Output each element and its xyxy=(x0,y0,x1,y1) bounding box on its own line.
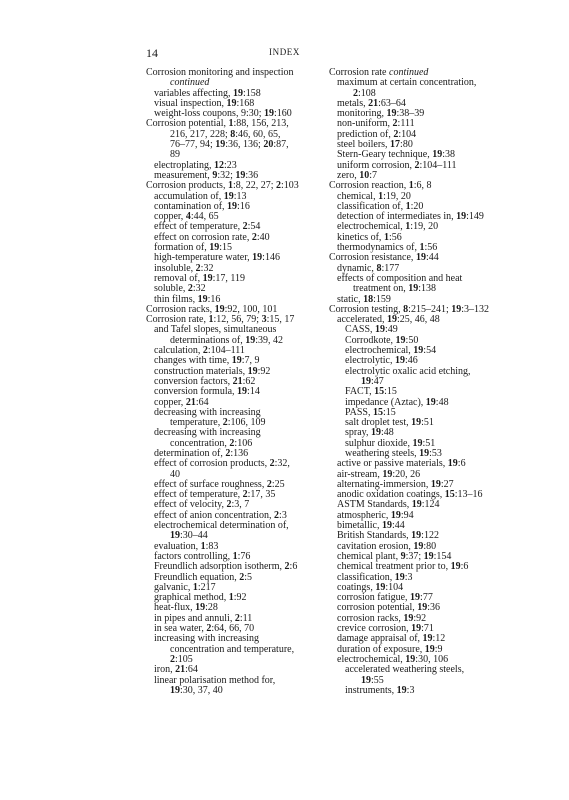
index-entry: graphical method, 1:92 xyxy=(154,592,247,604)
index-entry: effect of surface roughness, 2:25 xyxy=(154,478,285,490)
index-entry: 40 xyxy=(170,468,180,480)
index-entry: Freundlich equation, 2:5 xyxy=(154,571,253,583)
index-entry: 19:30, 37, 40 xyxy=(170,684,223,696)
index-entry: anodic oxidation coatings, 15:13–16 xyxy=(337,489,483,501)
index-entry: soluble, 2:32 xyxy=(154,283,206,295)
index-entry: accumulation of, 19:13 xyxy=(154,190,247,202)
index-entry: calculation, 2:104–111 xyxy=(154,345,245,357)
index-column-left xyxy=(146,68,324,696)
index-entry: active or passive materials, 19:6 xyxy=(337,458,466,470)
index-entry: zero, 10:7 xyxy=(337,169,377,181)
index-entry: 2:105 xyxy=(170,653,193,665)
index-entry: impedance (Aztac), 19:48 xyxy=(345,396,449,408)
index-entry: increasing with increasing xyxy=(154,633,259,645)
index-entry: weight-loss coupons, 9:30; 19:160 xyxy=(154,108,292,120)
index-entry: ASTM Standards, 19:124 xyxy=(337,499,440,511)
index-entry: effect of anion concentration, 2:3 xyxy=(154,509,287,521)
index-entry: electrolytic, 19:46 xyxy=(345,355,418,367)
index-entry: Corrosion potential, 1:88, 156, 213, xyxy=(146,118,289,130)
index-entry: copper, 21:64 xyxy=(154,396,209,408)
index-entry: thermodynamics of, 1:56 xyxy=(337,242,438,254)
index-entry: 216, 217, 228; 8:46, 60, 65, xyxy=(170,128,281,140)
index-column-right xyxy=(329,68,507,696)
index-entry: 19:30–44 xyxy=(170,530,208,542)
index-entry: Corrosion resistance, 19:44 xyxy=(329,252,439,264)
index-entry: high-temperature water, 19:146 xyxy=(154,252,280,264)
index-entry: Corrosion monitoring and inspection xyxy=(146,67,294,78)
index-entry: Corrosion rate continued xyxy=(329,67,429,78)
index-entry: electrochemical, 19:30, 106 xyxy=(337,653,449,665)
index-entry: electrochemical determination of, xyxy=(154,520,289,532)
index-entry: detection of intermediates in, 19:149 xyxy=(337,211,484,223)
index-entry: thin films, 19:16 xyxy=(154,293,221,305)
index-entry: evaluation, 1:83 xyxy=(154,540,219,552)
index-entry: damage appraisal of, 19:12 xyxy=(337,633,446,645)
index-entry: 89 xyxy=(170,149,180,161)
index-entry: corrosion racks, 19:92 xyxy=(337,612,427,624)
index-entry: linear polarisation method for, xyxy=(154,674,276,686)
index-entry: 76–77, 94; 19:36, 136; 20:87, xyxy=(170,139,289,151)
index-entry: British Standards, 19:122 xyxy=(337,530,439,542)
running-header: INDEX xyxy=(269,47,300,57)
index-entry: variables affecting, 19:158 xyxy=(154,87,261,99)
index-entry: dynamic, 8:177 xyxy=(337,262,400,274)
index-entry: electrolytic oxalic acid etching, xyxy=(345,365,471,377)
index-entry: air-stream, 19:20, 26 xyxy=(337,468,421,480)
index-entry: prediction of, 2:104 xyxy=(337,128,417,140)
index-entry: effect of velocity, 2:3, 7 xyxy=(154,499,250,511)
index-entry: insoluble, 2:32 xyxy=(154,262,214,274)
index-entry: Stern-Geary technique, 19:38 xyxy=(337,149,456,161)
index-entry: chemical treatment prior to, 19:6 xyxy=(337,561,469,573)
index-entry: decreasing with increasing xyxy=(154,427,261,439)
index-entry: conversion formula, 19:14 xyxy=(154,386,260,398)
index-entry: determination of, 2:136 xyxy=(154,447,249,459)
index-entry: kinetics of, 1:56 xyxy=(337,231,402,243)
index-entry: accelerated weathering steels, xyxy=(345,664,465,676)
index-entry: maximum at certain concentration, xyxy=(337,77,477,89)
index-entry: duration of exposure, 19:9 xyxy=(337,643,443,655)
index-entry: FACT, 15:15 xyxy=(345,386,397,398)
index-entry: classification, 19:3 xyxy=(337,571,413,583)
index-entry: effects of composition and heat xyxy=(337,272,463,284)
index-entry: metals, 21:63–64 xyxy=(337,97,406,109)
index-entry: 19:55 xyxy=(361,674,384,686)
index-entry: steel boilers, 17:80 xyxy=(337,139,413,151)
index-entry: and Tafel slopes, simultaneous xyxy=(154,324,277,336)
index-entry: copper, 4:44, 65 xyxy=(154,211,219,223)
index-entry: effect on corrosion rate, 2:40 xyxy=(154,231,270,243)
index-entry: chemical, 1:19, 20 xyxy=(337,190,411,202)
index-entry: electrochemical, 1:19, 20 xyxy=(337,221,439,233)
index-entry: electrochemical, 19:54 xyxy=(345,345,437,357)
index-entry: iron, 21:64 xyxy=(154,664,198,676)
index-entry: corrosion fatigue, 19:77 xyxy=(337,592,433,604)
index-entry: cavitation erosion, 19:80 xyxy=(337,540,437,552)
index-entry: Corrosion reaction, 1:6, 8 xyxy=(329,180,432,192)
index-entry: Corrosion testing, 8:215–241; 19:3–132 xyxy=(329,303,490,315)
page-number: 14 xyxy=(146,46,158,60)
index-entry: 19:47 xyxy=(361,375,384,387)
index-entry: static, 18:159 xyxy=(337,293,391,305)
index-entry: in sea water, 2:64, 66, 70 xyxy=(154,623,255,635)
index-entry: temperature, 2:106, 109 xyxy=(170,417,266,429)
index-entry: crevice corrosion, 19:71 xyxy=(337,623,434,635)
index-entry: coatings, 19:104 xyxy=(337,581,404,593)
index-entry: conversion factors, 21:62 xyxy=(154,375,256,387)
index-entry: non-uniform, 2:111 xyxy=(337,118,415,130)
index-entry: instruments, 19:3 xyxy=(345,684,415,696)
index-entry: accelerated, 19:25, 46, 48 xyxy=(337,314,440,326)
index-entry: atmospheric, 19:94 xyxy=(337,509,414,521)
index-entry: concentration, 2:106 xyxy=(170,437,253,449)
index-entry: effect of temperature, 2:54 xyxy=(154,221,261,233)
index-entry: Corrosion racks, 19:92, 100, 101 xyxy=(146,303,278,315)
index-entry: Freundlich adsorption isotherm, 2:6 xyxy=(154,561,298,573)
index-entry: PASS, 15:15 xyxy=(345,406,396,418)
index-entry: factors controlling, 1:76 xyxy=(154,550,251,562)
index-entry: removal of, 19:17, 119 xyxy=(154,272,246,284)
index-entry: visual inspection, 19:168 xyxy=(154,97,255,109)
index-entry: electroplating, 12:23 xyxy=(154,159,237,171)
index-entry: treatment on, 19:138 xyxy=(353,283,437,295)
index-entry: changes with time, 19:7, 9 xyxy=(154,355,260,367)
index-entry: determinations of, 19:39, 42 xyxy=(170,334,284,346)
index-entry: corrosion potential, 19:36 xyxy=(337,602,441,614)
index-entry: continued xyxy=(170,77,210,89)
index-entry: monitoring, 19:38–39 xyxy=(337,108,425,120)
index-entry: weathering steels, 19:53 xyxy=(345,447,442,459)
index-entry: salt droplet test, 19:51 xyxy=(345,417,434,429)
index-entry: decreasing with increasing xyxy=(154,406,261,418)
index-entry: measurement, 9:32; 19:36 xyxy=(154,169,259,181)
index-entry: classification of, 1:20 xyxy=(337,200,424,212)
index-entry: galvanic, 1:217 xyxy=(154,581,216,593)
index-entry: Corrosion products, 1:8, 22, 27; 2:103 xyxy=(146,180,299,192)
index-entry: formation of, 19:15 xyxy=(154,242,233,254)
index-entry: construction materials, 19:92 xyxy=(154,365,271,377)
index-entry: CASS, 19:49 xyxy=(345,324,398,336)
index-entry: concentration and temperature, xyxy=(170,643,295,655)
index-entry: heat-flux, 19:28 xyxy=(154,602,218,614)
index-entry: sulphur dioxide, 19:51 xyxy=(345,437,436,449)
index-entry: in pipes and annuli, 2:11 xyxy=(154,612,253,624)
index-entry: Corrosion rate, 1:12, 56, 79; 3:15, 17 xyxy=(146,314,295,326)
index-entry: Corrodkote, 19:50 xyxy=(345,334,419,346)
index-entry: chemical plant, 9:37; 19:154 xyxy=(337,550,452,562)
index-entry: effect of corrosion products, 2:32, xyxy=(154,458,290,470)
index-entry: alternating-immersion, 19:27 xyxy=(337,478,454,490)
index-entry: effect of temperature, 2:17, 35 xyxy=(154,489,276,501)
index-entry: uniform corrosion, 2:104–111 xyxy=(337,159,457,171)
index-entry: contamination of, 19:16 xyxy=(154,200,250,212)
index-entry: 2:108 xyxy=(353,87,376,99)
index-entry: spray, 19:48 xyxy=(345,427,394,439)
index-entry: bimetallic, 19:44 xyxy=(337,520,405,532)
